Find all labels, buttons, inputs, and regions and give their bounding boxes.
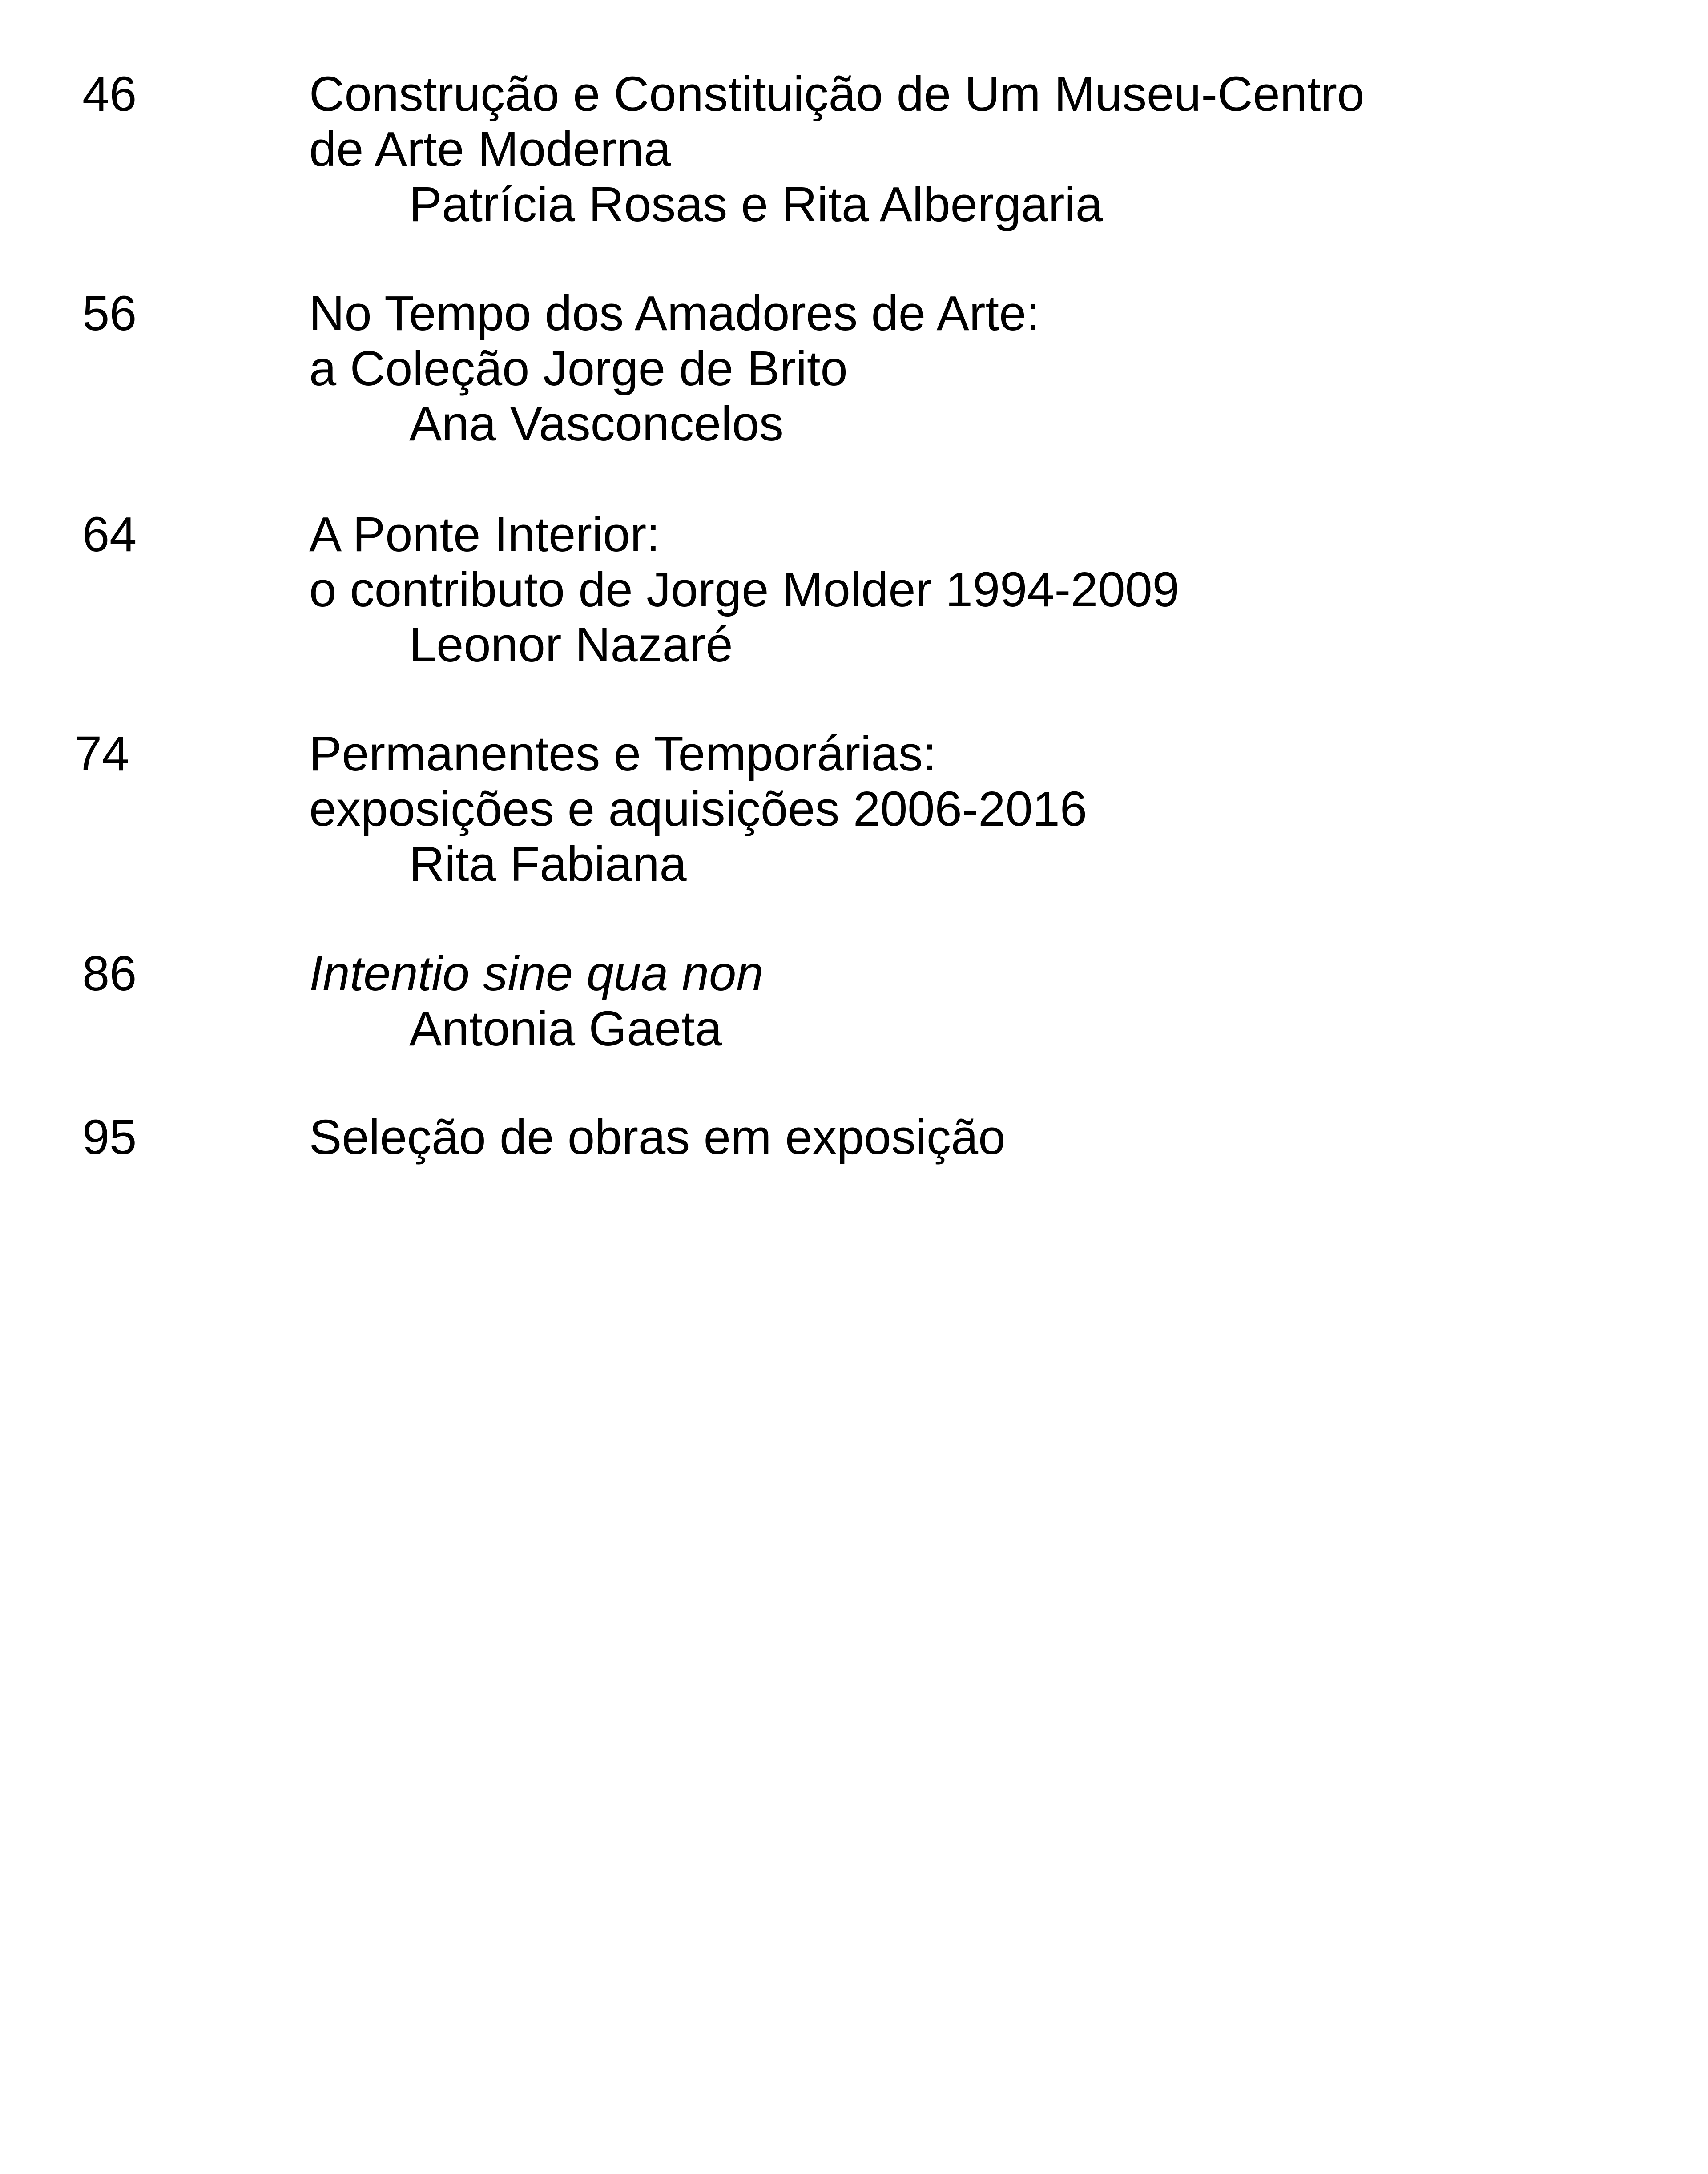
page-number: 95 xyxy=(82,1110,137,1165)
entry-title-line: A Ponte Interior: xyxy=(309,507,660,562)
entry-text xyxy=(309,946,1666,1057)
entry-title-line: Construção e Constituição de Um Museu-Centro xyxy=(309,67,1365,121)
page-number: 46 xyxy=(82,67,137,121)
entry-title-line: Seleção de obras em exposição xyxy=(309,1110,1006,1165)
entry-author: Antonia Gaeta xyxy=(409,1001,722,1056)
entry-author: Ana Vasconcelos xyxy=(409,396,784,451)
entry-text xyxy=(309,67,1666,232)
page-number: 74 xyxy=(75,726,129,781)
entry-author: Leonor Nazaré xyxy=(409,617,733,672)
entry-title-line: Intentio sine qua non xyxy=(309,946,764,1001)
entry-title-line: de Arte Moderna xyxy=(309,122,671,177)
entry-text xyxy=(309,507,1666,673)
entry-text xyxy=(309,286,1666,452)
entry-title-line: Permanentes e Temporárias: xyxy=(309,726,937,781)
page-number: 64 xyxy=(82,507,137,562)
entry-author: Patrícia Rosas e Rita Albergaria xyxy=(409,177,1103,232)
entry-title-line: a Coleção Jorge de Brito xyxy=(309,341,848,396)
page-number: 56 xyxy=(82,286,137,341)
entry-title-line: No Tempo dos Amadores de Arte: xyxy=(309,286,1040,341)
entry-text xyxy=(309,1110,1666,1165)
entry-title-line: o contributo de Jorge Molder 1994-2009 xyxy=(309,562,1180,617)
entry-author: Rita Fabiana xyxy=(409,837,687,891)
entry-text xyxy=(309,726,1666,892)
page-number: 86 xyxy=(82,946,137,1001)
entry-title-line: exposições e aquisições 2006-2016 xyxy=(309,782,1087,836)
